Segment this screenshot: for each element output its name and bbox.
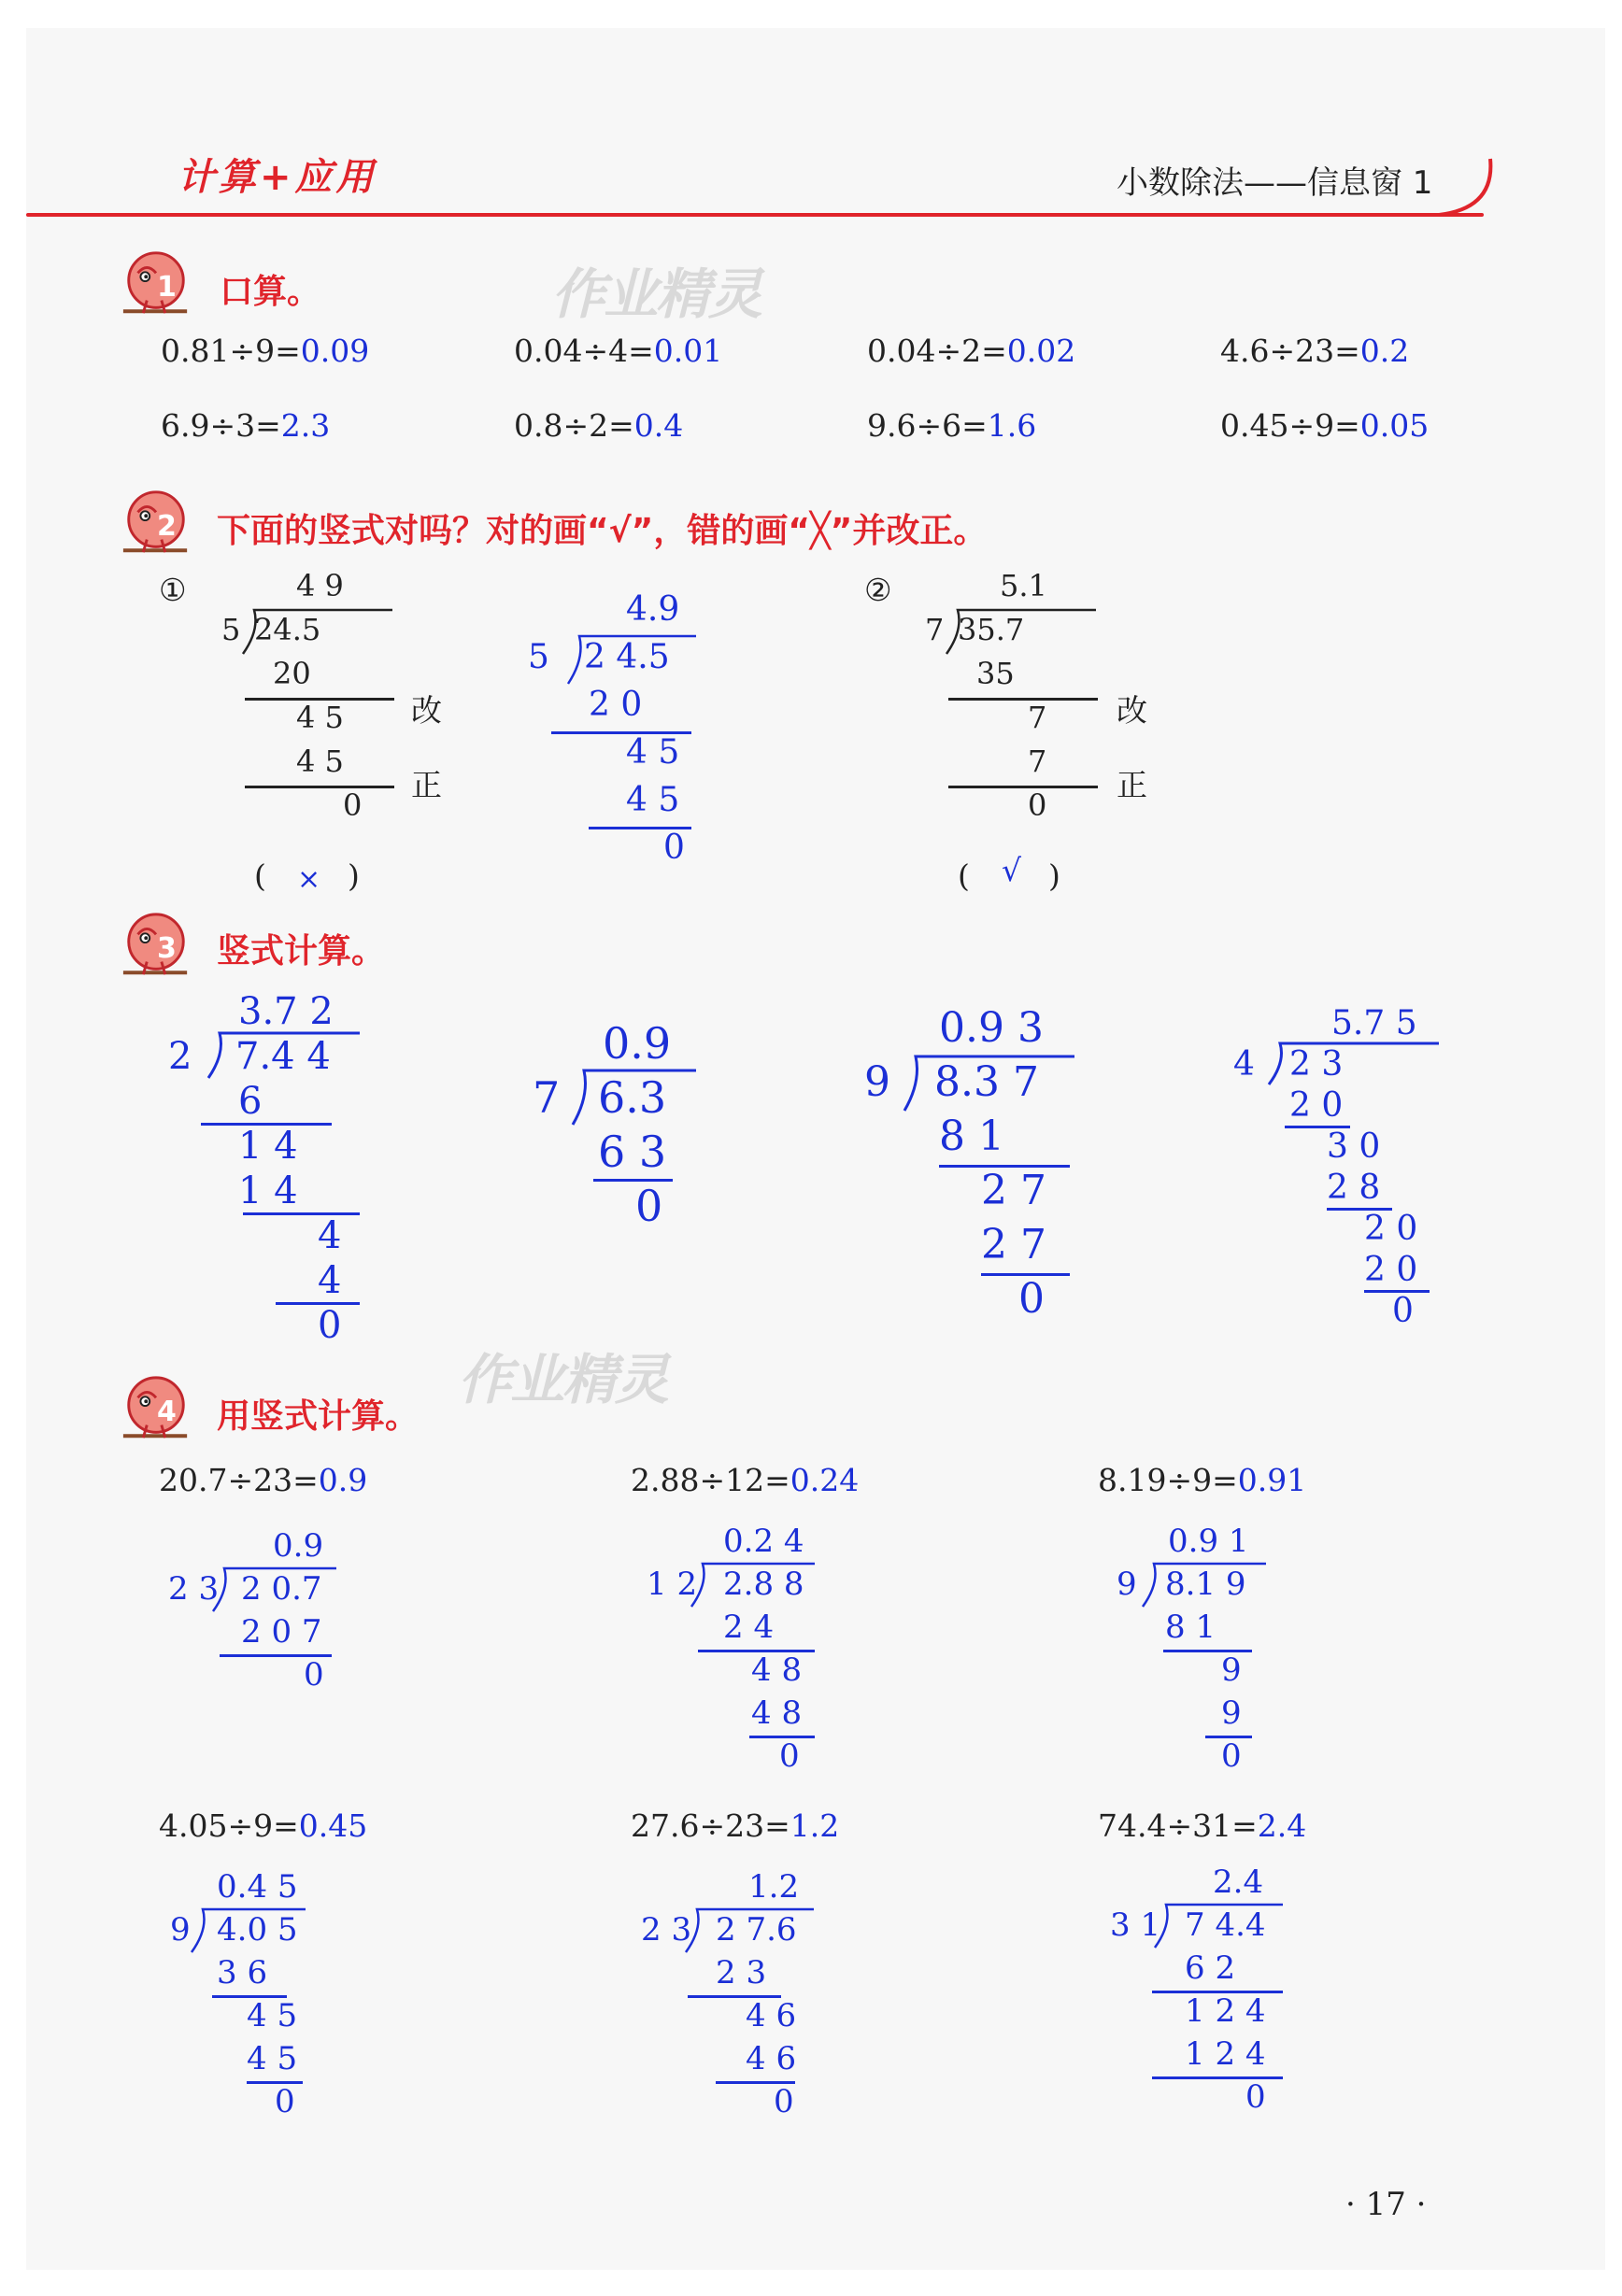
oral-answer: 0.2 (1359, 333, 1410, 369)
dividend: 2 4.5 (584, 638, 670, 676)
oral-question: 0.8÷2= (514, 407, 634, 444)
divisor: 2 3 (168, 1570, 220, 1608)
division-step: 0 (318, 1304, 342, 1347)
oral-item (1220, 333, 1409, 369)
division-step: 1 2 4 (1185, 2035, 1266, 2073)
division-step: 4 (318, 1259, 342, 1302)
division-step: 2 3 (716, 1954, 767, 1991)
quotient: 0.9 3 (939, 1004, 1044, 1052)
division-step: 0 (1245, 2078, 1266, 2116)
division-step: 6 2 (1185, 1949, 1236, 1987)
problem-question: 8.19÷9= (1098, 1462, 1238, 1498)
oral-answer: 0.09 (300, 333, 370, 369)
dividend: 2.8 8 (723, 1566, 804, 1603)
watermark: 作业精灵 (551, 262, 761, 326)
problem-equation (159, 1807, 367, 1844)
divisor: 5 (528, 638, 549, 676)
oral-item (161, 407, 330, 444)
divisor: 1 2 (647, 1566, 698, 1603)
page-number: · 17 · (1345, 2186, 1427, 2223)
fix-label: 正 (1117, 767, 1147, 803)
division-step: 0 (779, 1737, 800, 1775)
oral-answer: 0.01 (653, 333, 723, 369)
division-step: 8 1 (1165, 1609, 1216, 1646)
quotient: 0.9 (603, 1018, 672, 1069)
divisor: 7 (533, 1072, 561, 1123)
oral-answer: 0.05 (1359, 407, 1430, 444)
division-bracket (235, 608, 411, 671)
division-step: 0 (1221, 1737, 1242, 1775)
bird-icon (120, 1369, 192, 1448)
bird-icon (120, 906, 192, 985)
oral-item (1220, 407, 1429, 444)
dividend: 7.4 4 (235, 1035, 331, 1078)
division-bracket (201, 1031, 378, 1095)
division-step: 0 (1018, 1275, 1045, 1323)
quotient: 0.9 1 (1168, 1523, 1249, 1560)
division-step: 0 (774, 2083, 794, 2120)
division-step: 7 (1028, 744, 1047, 779)
quotient: 0.9 (273, 1527, 324, 1565)
division-step: 3 6 (217, 1954, 268, 1991)
divisor: 9 (864, 1058, 890, 1106)
dividend: 2 7.6 (716, 1911, 797, 1949)
division-step: 8 1 (939, 1113, 1004, 1160)
step-underline (243, 1212, 360, 1215)
oral-question: 9.6÷6= (867, 407, 988, 444)
oral-question: 6.9÷3= (161, 407, 281, 444)
oral-answer: 1.6 (987, 407, 1037, 444)
section-title: 竖式计算。 (217, 932, 386, 971)
oral-item (867, 333, 1075, 369)
fix-label: 改 (1117, 692, 1147, 729)
division-step: 4 8 (751, 1651, 803, 1689)
oral-item (867, 407, 1036, 444)
problem-answer: 0.9 (318, 1462, 368, 1498)
header-category: 计算+应用 (178, 156, 377, 199)
verdict-paren: ) (1048, 857, 1060, 894)
quotient: 4 9 (296, 568, 344, 603)
section-title: 口算。 (220, 273, 321, 311)
problem-answer: 0.91 (1237, 1462, 1307, 1498)
problem-equation (631, 1807, 839, 1844)
division-step: 0 (343, 787, 363, 823)
division-step: 4 5 (247, 1997, 298, 2034)
problem-answer: 2.4 (1257, 1807, 1307, 1844)
division-step: 1 4 (238, 1125, 298, 1168)
division-step: 2 4 (723, 1609, 775, 1646)
step-underline (245, 786, 394, 788)
dividend: 6.3 (598, 1072, 667, 1123)
division-step: 20 (273, 656, 311, 691)
division-step: 4 5 (626, 733, 680, 772)
section-number: 1 (157, 271, 177, 304)
divisor: 7 (925, 612, 945, 647)
dividend: 8.3 7 (934, 1058, 1039, 1106)
divisor: 5 (221, 612, 241, 647)
fix-label: 改 (411, 692, 442, 729)
division-step: 2 0 (589, 686, 643, 724)
division-step: 6 (238, 1080, 263, 1123)
problem-question: 4.05÷9= (159, 1807, 299, 1844)
division-step: 0 (635, 1181, 663, 1231)
dividend: 2 0.7 (241, 1570, 322, 1608)
divisor: 2 3 (641, 1911, 692, 1949)
division-step: 4 5 (296, 744, 344, 779)
problem-equation (159, 1462, 367, 1498)
dividend: 2 3 (1289, 1045, 1344, 1084)
divisor: 3 1 (1110, 1906, 1161, 1944)
verdict-paren: ( (958, 857, 970, 894)
divisor: 4 (1233, 1045, 1255, 1084)
division-step: 1 2 4 (1185, 1992, 1266, 2030)
quotient: 5.1 (1000, 568, 1047, 603)
section-title: 用竖式计算。 (217, 1397, 420, 1436)
problem-answer: 1.2 (790, 1807, 840, 1844)
problem-question: 27.6÷23= (631, 1807, 790, 1844)
division-step: 9 (1221, 1651, 1242, 1689)
division-step: 2 7 (981, 1167, 1046, 1214)
oral-question: 4.6÷23= (1220, 333, 1360, 369)
header-topic: 小数除法——信息窗 1 (1117, 164, 1433, 202)
verdict-mark: × (297, 863, 321, 896)
problem-answer: 0.24 (790, 1462, 860, 1498)
division-step: 2 0 7 (241, 1613, 322, 1651)
header-rule (26, 213, 1484, 217)
division-step: 0 (275, 2083, 295, 2120)
oral-question: 0.45÷9= (1220, 407, 1360, 444)
oral-answer: 0.02 (1006, 333, 1076, 369)
division-step: 2 8 (1327, 1169, 1381, 1207)
division-step: 0 (1392, 1292, 1414, 1330)
verdict-paren: ) (348, 857, 360, 894)
division-step: 2 0 (1364, 1210, 1418, 1248)
oral-item (514, 407, 683, 444)
verdict-mark: √ (1002, 852, 1022, 888)
section-number: 4 (157, 1396, 177, 1428)
bird-icon (120, 484, 192, 562)
quotient: 1.2 (748, 1868, 800, 1906)
division-step: 4 6 (746, 1997, 797, 2034)
step-underline (948, 786, 1098, 788)
oral-answer: 0.4 (633, 407, 684, 444)
division-step: 7 (1028, 700, 1047, 735)
quotient: 2.4 (1213, 1864, 1264, 1901)
oral-question: 0.04÷2= (867, 333, 1007, 369)
division-step: 4 6 (746, 2040, 797, 2077)
quotient: 0.4 5 (217, 1868, 298, 1906)
quotient: 5.7 5 (1331, 1004, 1417, 1042)
dividend: 24.5 (254, 612, 321, 647)
dividend: 7 4.4 (1185, 1906, 1266, 1944)
division-step: 2 7 (981, 1221, 1046, 1268)
division-step: 0 (663, 829, 685, 867)
problem-equation (1098, 1807, 1306, 1844)
problem-question: 74.4÷31= (1098, 1807, 1258, 1844)
division-step: 3 0 (1327, 1127, 1381, 1166)
oral-item (161, 333, 369, 369)
problem-equation (1098, 1462, 1306, 1498)
dividend: 8.1 9 (1165, 1566, 1246, 1603)
oral-answer: 2.3 (280, 407, 331, 444)
division-step: 2 0 (1364, 1251, 1418, 1289)
quotient: 4.9 (626, 590, 680, 629)
division-step: 2 0 (1289, 1086, 1344, 1125)
oral-item (514, 333, 722, 369)
division-bracket (939, 608, 1115, 671)
quotient: 3.7 2 (238, 990, 334, 1033)
dividend: 4.0 5 (217, 1911, 298, 1949)
dividend: 35.7 (958, 612, 1025, 647)
oral-question: 0.04÷4= (514, 333, 654, 369)
divisor: 9 (1117, 1566, 1137, 1603)
division-step: 4 5 (247, 2040, 298, 2077)
fix-label: 正 (411, 767, 442, 803)
header-curve-icon (1439, 157, 1514, 222)
problem-mark: ① (159, 572, 187, 608)
problem-question: 20.7÷23= (159, 1462, 319, 1498)
division-step: 0 (1028, 787, 1047, 823)
section-number: 3 (157, 932, 177, 965)
divisor: 9 (170, 1911, 191, 1949)
problem-answer: 0.45 (298, 1807, 368, 1844)
division-step: 0 (304, 1656, 324, 1694)
section-title: 下面的竖式对吗？对的画“√”，错的画“╳”并改正。 (217, 512, 988, 550)
problem-question: 2.88÷12= (631, 1462, 790, 1498)
division-step: 6 3 (598, 1127, 667, 1177)
division-step: 9 (1221, 1694, 1242, 1732)
division-step: 4 8 (751, 1694, 803, 1732)
division-step: 1 4 (238, 1169, 298, 1212)
problem-mark: ② (864, 572, 892, 608)
oral-question: 0.81÷9= (161, 333, 301, 369)
quotient: 0.2 4 (723, 1523, 804, 1560)
problem-equation (631, 1462, 859, 1498)
section-number: 2 (157, 510, 177, 543)
division-step: 4 5 (296, 700, 344, 735)
division-step: 35 (976, 656, 1015, 691)
verdict-paren: ( (254, 857, 266, 894)
division-step: 4 5 (626, 781, 680, 819)
step-underline (948, 698, 1098, 701)
division-step: 4 (318, 1214, 342, 1257)
watermark: 作业精灵 (458, 1348, 668, 1411)
bird-icon (120, 245, 192, 323)
divisor: 2 (168, 1035, 192, 1078)
